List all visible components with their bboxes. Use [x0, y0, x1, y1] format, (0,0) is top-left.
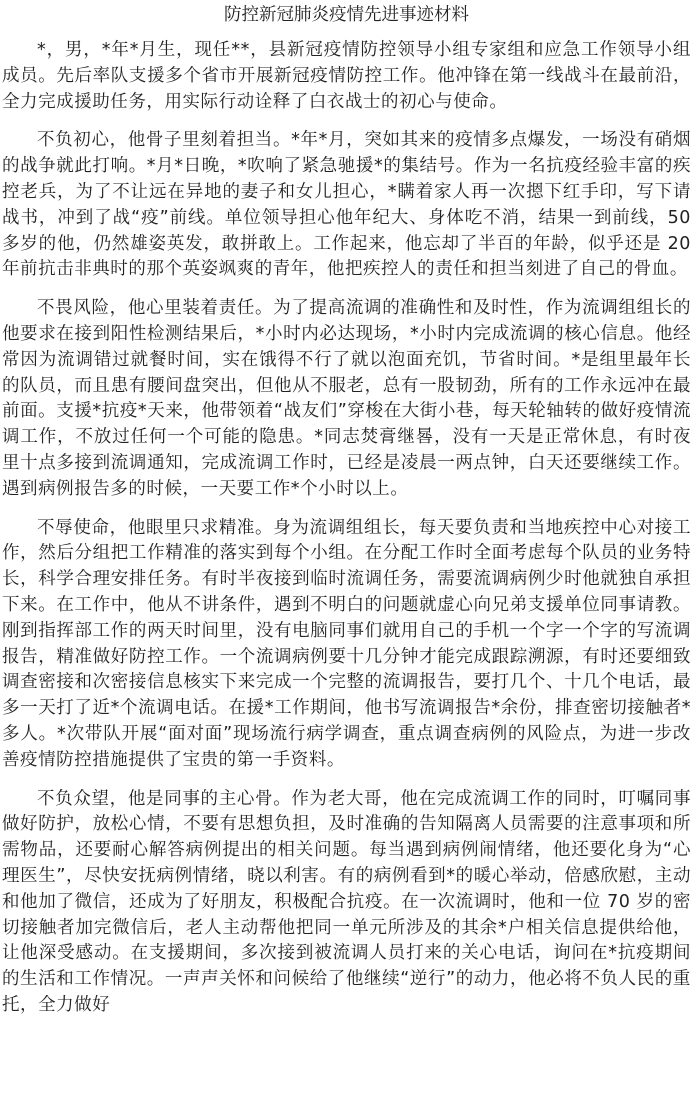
paragraph-intro: *，男，*年*月生，现任**，县新冠疫情防控领导小组专家组和应急工作领导小组成员。先后率队支援多个省市开展新冠疫情防控工作。他冲锋在第一线战斗在最前沿，全力完成援助任务，用实际行动诠释了白衣战士的初心与使命。	[2, 40, 691, 112]
paragraph-fearless-risk: 不畏风险，他心里装着责任。为了提高流调的准确性和及时性，作为流调组组长的他要求在接到阳性检测结果后，*小时内必达现场，*小时内完成流调的核心信息。他经常因为流调错过就餐时间，实在饿得不行了就以泡面充饥，节省时间。*是组里最年长的队员，而且患有腰间盘突出，但他从不服老，总有一股韧劲，所有的工作永远冲在最前面。支援*抗疫*天来，他带领着“战友们”穿梭在大街小巷，每天轮轴转的做好疫情流调工作，不放过任何一个可能的隐患。*同志焚膏继晷，没有一天是正常休息，有时夜里十点多接到流调通知，完成流调工作时，已经是凌晨一两点钟，白天还要继续工作。遇到病例报告多的时候，一天要工作*个小时以上。	[2, 298, 691, 499]
document-title: 防控新冠肺炎疫情先进事迹材料	[224, 5, 469, 25]
paragraph-team-backbone: 不负众望，他是同事的主心骨。作为老大哥，他在完成流调工作的同时，叮嘱同事做好防护，放松心情，不要有思想负担，及时准确的告知隔离人员需要的注意事项和所需物品，还要耐心解答病例提出的相关问题。每当遇到病例闹情绪，他还要化身为“心理医生”，尽快安抚病例情绪，晓以利害。有的病例看到*的暖心举动，倍感欣慰，主动和他加了微信，还成为了好朋友，积极配合抗疫。在一次流调时，他和一位 70 岁的密切接触者加完微信后，老人主动帮他把同一单元所涉及的其余*户相关信息提供给他，让他深受感动。在支援期间，多次接到被流调人员打来的关心电话，询问在*抗疫期间的生活和工作情况。一声声关怀和问候给了他继续“逆行”的动力，他必将不负人民的重托，全力做好	[2, 788, 691, 1015]
paragraph-original-aspiration: 不负初心，他骨子里刻着担当。*年*月，突如其来的疫情多点爆发，一场没有硝烟的战争就此打响。*月*日晚，*吹响了紧急驰援*的集结号。作为一名抗疫经验丰富的疾控老兵，为了不让远在异地的妻子和女儿担心，*瞒着家人再一次摁下红手印，写下请战书，冲到了战“疫”前线。单位领导担心他年纪大、身体吃不消，结果一到前线，50 多岁的他，仍然雄姿英发，敢拼敢上。工作起来，他忘却了半百的年龄，似乎还是 20 年前抗击非典时的那个英姿飒爽的青年，他把疾控人的责任和担当刻进了自己的骨血。	[2, 130, 691, 280]
paragraph-mission-precision: 不辱使命，他眼里只求精准。身为流调组组长，每天要负责和当地疾控中心对接工作，然后分组把工作精准的落实到每个小组。在分配工作时全面考虑每个队员的业务特长，科学合理安排任务。有时半夜接到临时流调任务，需要流调病例少时他就独自承担下来。在工作中，他从不讲条件，遇到不明白的问题就虚心向兄弟支援单位同事请教。刚到指挥部工作的两天时间里，没有电脑同事们就用自己的手机一个字一个字的写流调报告，精准做好防控工作。一个流调病例要十几分钟才能完成跟踪溯源，有时还要细致调查密接和次密接信息核实下来完成一个完整的流调报告，要打几个、十几个电话，最多一天打了近*个流调电话。在援*工作期间，他书写流调报告*余份，排查密切接触者*多人。*次带队开展“面对面”现场流行病学调查，重点调查病例的风险点，为进一步改善疫情防控措施提供了宝贵的第一手资料。	[2, 517, 691, 770]
